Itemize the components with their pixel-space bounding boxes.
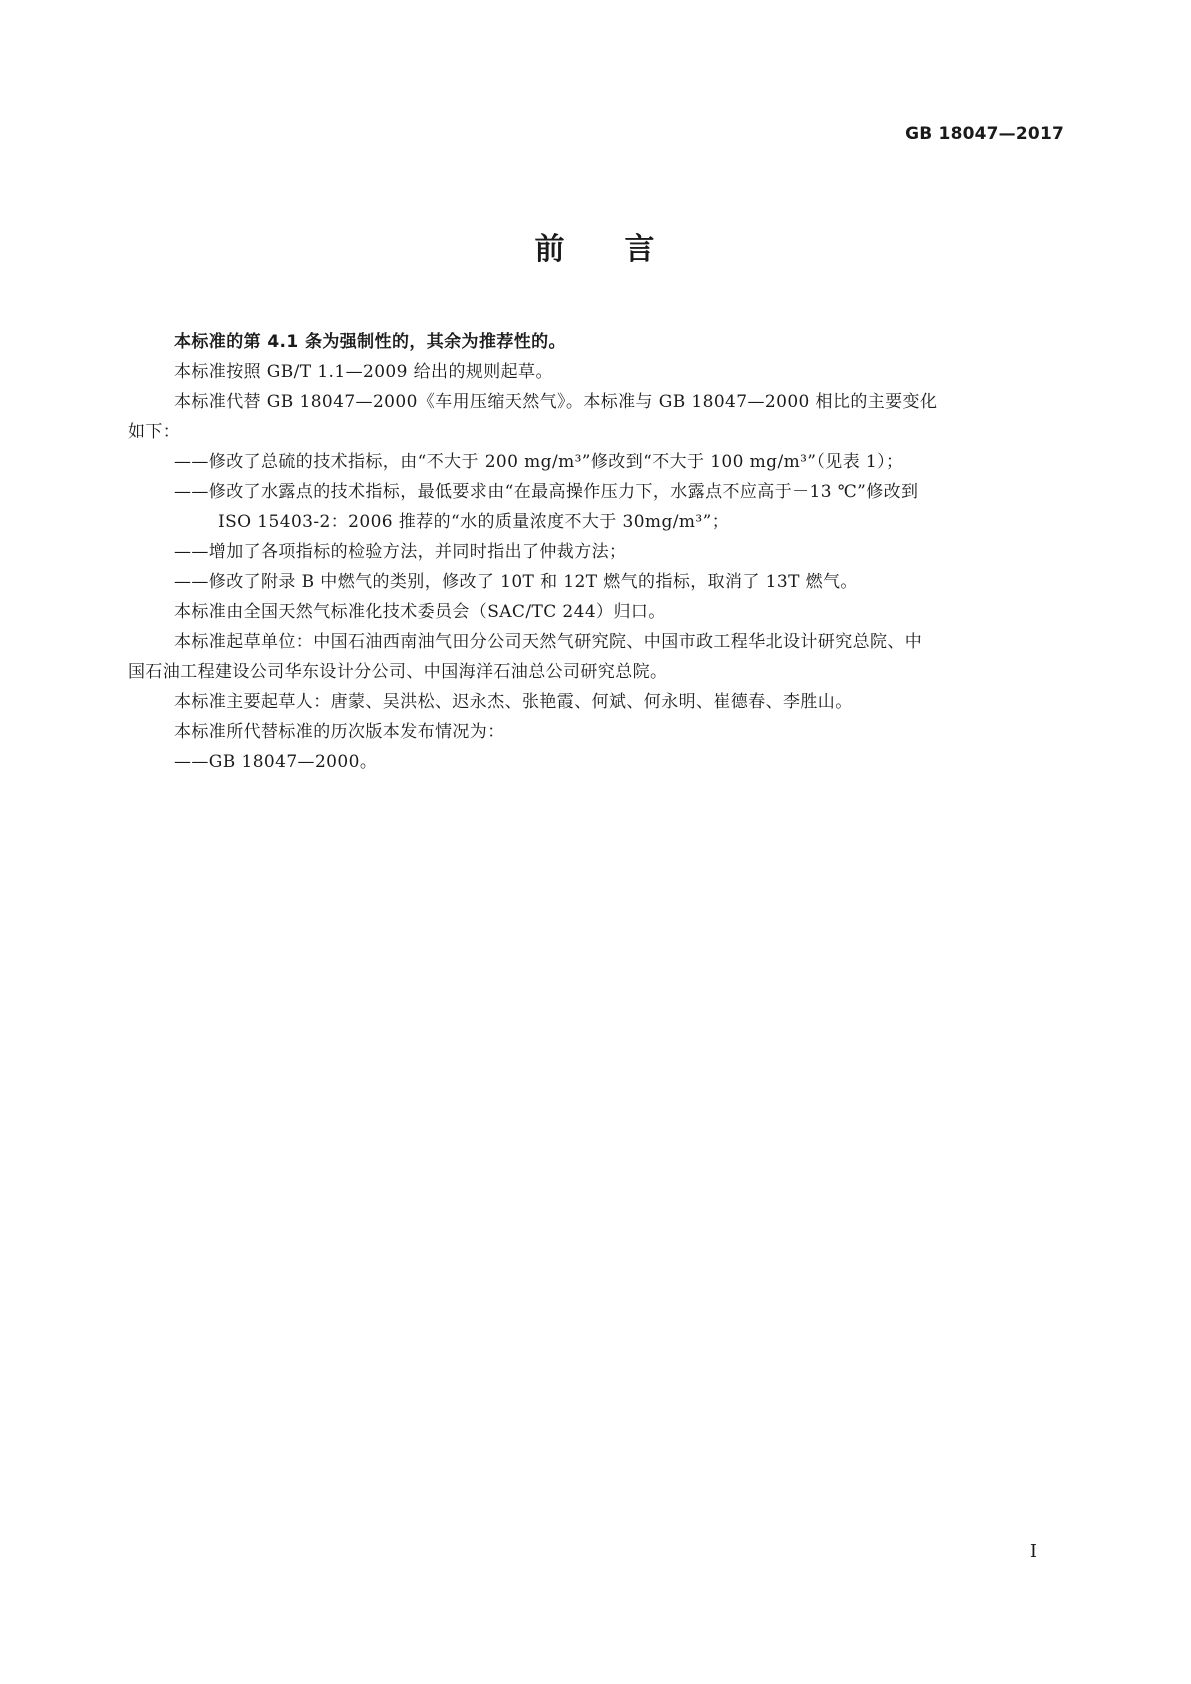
change-item-test-methods: ——增加了各项指标的检验方法，并同时指出了仲裁方法； bbox=[174, 542, 627, 562]
paragraph-previous-editions: 本标准所代替标准的历次版本发布情况为： bbox=[174, 722, 505, 742]
paragraph-replaces-line-1: 本标准代替 GB 18047—2000《车用压缩天然气》。本标准与 GB 18047—2000 相比的主要变化 bbox=[174, 392, 938, 412]
title-char-2: 言 bbox=[624, 232, 657, 267]
paragraph-main-drafters: 本标准主要起草人：唐蒙、吴洪松、迟永杰、张艳霞、何斌、何永明、崔德春、李胜山。 bbox=[174, 692, 853, 712]
paragraph-replaces-line-2: 如下： bbox=[128, 422, 181, 442]
page-number: I bbox=[1029, 1541, 1037, 1562]
foreword-body bbox=[128, 327, 1064, 777]
previous-edition-item: ——GB 18047—2000。 bbox=[174, 752, 378, 772]
paragraph-drafting-units-line-2: 国石油工程建设公司华东设计分公司、中国海洋石油总公司研究总院。 bbox=[128, 662, 668, 682]
change-item-sulfur: ——修改了总硫的技术指标，由“不大于 200 mg/m³”修改到“不大于 100 mg/m³”（见表 1）； bbox=[174, 452, 904, 472]
page-title bbox=[0, 224, 1191, 268]
paragraph-mandatory-clause: 本标准的第 4.1 条为强制性的，其余为推荐性的。 bbox=[174, 332, 566, 352]
change-item-annex-b: ——修改了附录 B 中燃气的类别，修改了 10T 和 12T 燃气的指标，取消了 13T 燃气。 bbox=[174, 572, 858, 592]
paragraph-technical-committee: 本标准由全国天然气标准化技术委员会（SAC/TC 244）归口。 bbox=[174, 602, 666, 622]
paragraph-drafting-rules: 本标准按照 GB/T 1.1—2009 给出的规则起草。 bbox=[174, 362, 553, 382]
change-item-dewpoint-line-1: ——修改了水露点的技术指标，最低要求由“在最高操作压力下，水露点不应高于－13 ℃”修改到 bbox=[174, 482, 919, 502]
standard-code: GB 18047—2017 bbox=[905, 124, 1064, 144]
title-char-1: 前 bbox=[534, 232, 567, 267]
paragraph-drafting-units-line-1: 本标准起草单位：中国石油西南油气田分公司天然气研究院、中国市政工程华北设计研究总院、中 bbox=[174, 632, 923, 652]
change-item-dewpoint-line-2: ISO 15403-2：2006 推荐的“水的质量浓度不大于 30mg/m³”； bbox=[218, 512, 730, 532]
